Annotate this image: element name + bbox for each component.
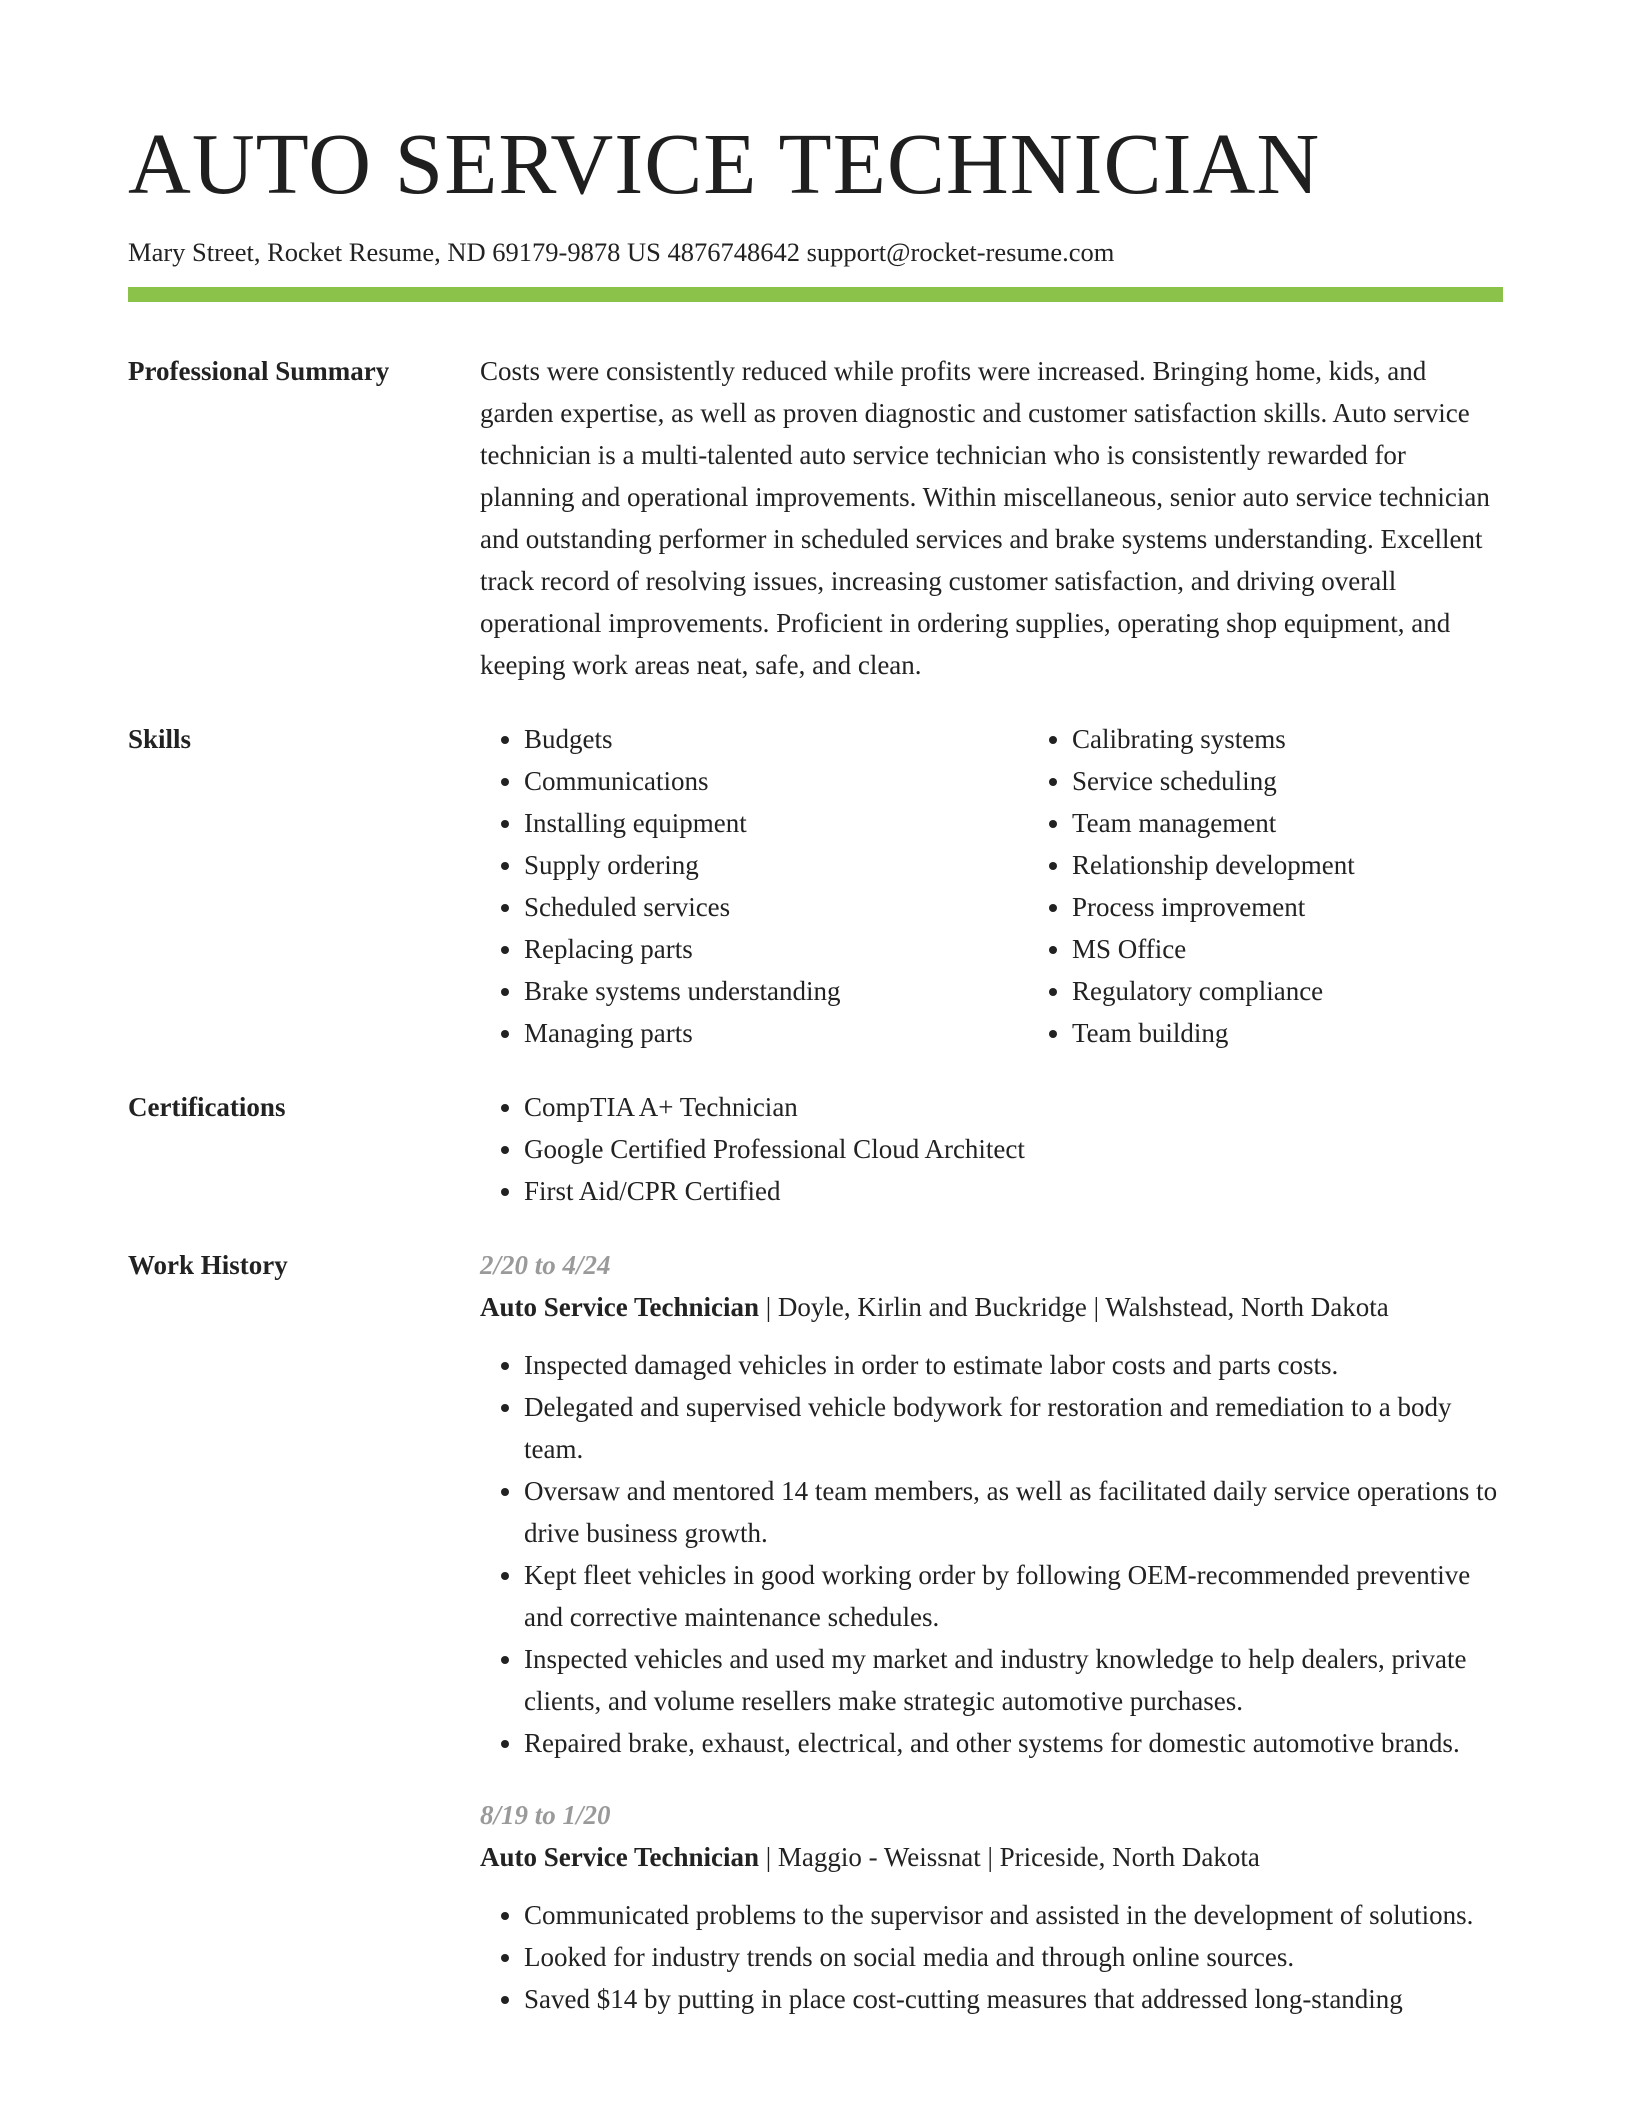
work-history-section — [128, 1244, 1503, 2050]
list-item: • Team management — [1072, 802, 1576, 844]
list-item: • Budgets — [524, 718, 1028, 760]
contact-line: Mary Street, Rocket Resume, ND 69179-9878 US 4876748642 support@rocket-resume.com — [128, 237, 1115, 267]
certifications-body — [480, 1086, 1503, 1212]
list-item: • First Aid/CPR Certified — [524, 1170, 1503, 1212]
list-item: • Team building — [1072, 1012, 1576, 1054]
list-item: • MS Office — [1072, 928, 1576, 970]
professional-summary-section — [128, 350, 1503, 686]
list-item: • Inspected vehicles and used my market and industry knowledge to help dealers, private clients, and volume resellers make strategic automotive purchases. — [524, 1638, 1503, 1722]
skills-list-left — [480, 718, 1028, 1054]
list-item: • Looked for industry trends on social media and through online sources. — [524, 1936, 1503, 1978]
job-bullet-list — [480, 1344, 1503, 1764]
list-item: • Oversaw and mentored 14 team members, as well as facilitated daily service operations to drive business growth. — [524, 1470, 1503, 1554]
list-item: • Brake systems understanding — [524, 970, 1028, 1012]
job-details: | Maggio - Weissnat | Priceside, North Dakota — [759, 1842, 1260, 1873]
list-item: • Inspected damaged vehicles in order to estimate labor costs and parts costs. — [524, 1344, 1503, 1386]
skills-list-right — [1028, 718, 1576, 1054]
list-item: • Supply ordering — [524, 844, 1028, 886]
list-item: • Repaired brake, exhaust, electrical, and other systems for domestic automotive brands. — [524, 1722, 1503, 1764]
skills-section — [128, 718, 1503, 1054]
job-entry — [480, 1794, 1503, 2020]
job-bullet-list — [480, 1894, 1503, 2020]
list-item: • Communicated problems to the supervisor and assisted in the development of solutions. — [524, 1894, 1503, 1936]
job-header — [480, 1836, 1503, 1878]
list-item: • Relationship development — [1072, 844, 1576, 886]
job-entry — [480, 1244, 1503, 1764]
job-dates: 8/19 to 1/20 — [480, 1800, 611, 1831]
list-item: • CompTIA A+ Technician — [524, 1086, 1503, 1128]
summary-body — [480, 350, 1503, 686]
job-title: Auto Service Technician — [480, 1292, 760, 1323]
list-item: • Process improvement — [1072, 886, 1576, 928]
certifications-section — [128, 1086, 1503, 1212]
section-title-summary: Professional Summary — [128, 356, 390, 387]
certifications-list — [480, 1086, 1503, 1212]
list-item: • Scheduled services — [524, 886, 1028, 928]
summary-text: Costs were consistently reduced while profits were increased. Bringing home, kids, and garden expertise, as well as proven diagnostic and customer satisfaction skills. Auto service technician is a multi-talented auto service technician who is consistently rewarded for planning and operational improvements. Within miscellaneous, senior auto service technician and outstanding performer in scheduled services and brake systems understanding. Excellent track record of resolving issues, increasing customer satisfaction, and driving overall operational improvements. Proficient in ordering supplies, operating shop equipment, and keeping work areas neat, safe, and clean. — [480, 356, 1490, 681]
accent-divider — [128, 287, 1503, 302]
resume-name: AUTO SERVICE TECHNICIAN — [128, 115, 1321, 212]
job-details: | Doyle, Kirlin and Buckridge | Walshstead, North Dakota — [759, 1292, 1389, 1323]
list-item: • Kept fleet vehicles in good working order by following OEM-recommended preventive and corrective maintenance schedules. — [524, 1554, 1503, 1638]
list-item: • Saved $14 by putting in place cost-cutting measures that addressed long-standing — [524, 1978, 1503, 2020]
job-title: Auto Service Technician — [480, 1842, 760, 1873]
skills-columns — [480, 718, 1576, 1054]
section-title-certifications: Certifications — [128, 1092, 286, 1123]
resume-page — [128, 115, 1503, 2050]
job-dates: 2/20 to 4/24 — [480, 1250, 611, 1281]
section-title-skills: Skills — [128, 724, 192, 755]
list-item: • Google Certified Professional Cloud Architect — [524, 1128, 1503, 1170]
list-item: • Installing equipment — [524, 802, 1028, 844]
job-header — [480, 1286, 1503, 1328]
list-item: • Communications — [524, 760, 1028, 802]
work-history-body — [480, 1244, 1503, 2050]
list-item: • Calibrating systems — [1072, 718, 1576, 760]
list-item: • Managing parts — [524, 1012, 1028, 1054]
list-item: • Replacing parts — [524, 928, 1028, 970]
list-item: • Delegated and supervised vehicle bodywork for restoration and remediation to a body team. — [524, 1386, 1503, 1470]
section-title-work-history: Work History — [128, 1250, 288, 1281]
list-item: • Service scheduling — [1072, 760, 1576, 802]
list-item: • Regulatory compliance — [1072, 970, 1576, 1012]
